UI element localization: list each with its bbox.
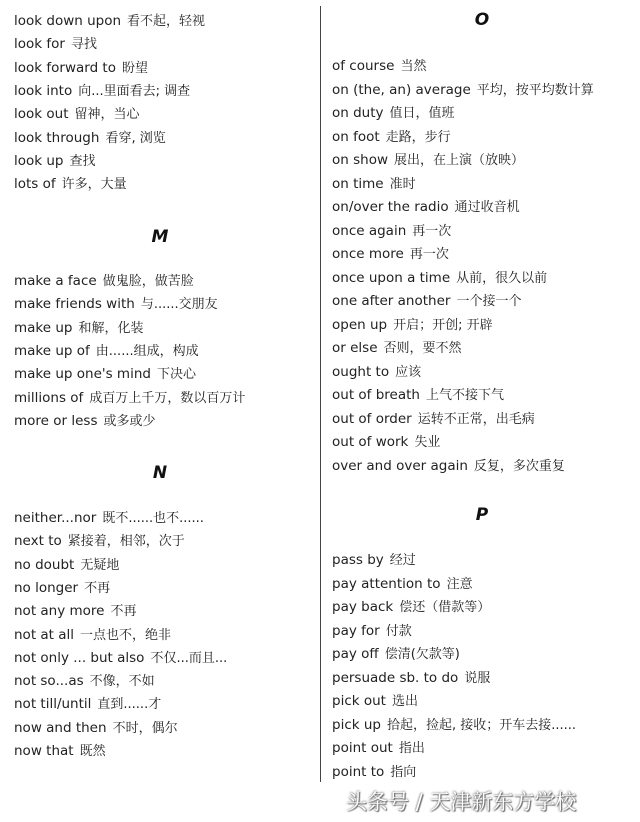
phrase-entry [14,719,178,738]
phrase-english: pick out [332,693,386,709]
phrase-entry [14,175,127,194]
phrase-entry [14,509,204,528]
phrase-english: look forward to [14,59,116,76]
phrase-entry [332,386,504,405]
phrase-entry [332,410,535,429]
section-letter-p: P [475,505,489,525]
phrase-english: on time [332,175,384,192]
phrase-english: out of breath [332,387,420,403]
phrase-english: pick up [332,716,381,733]
phrase-english: make a face [14,273,97,289]
phrase-entry [14,649,227,668]
phrase-english: on duty [332,105,384,121]
phrase-chinese: 无疑地 [80,557,120,573]
phrase-entry [14,12,205,31]
phrase-chinese: 做鬼脸，做苦脸 [102,274,194,289]
phrase-english: persuade sb. to do [332,669,459,686]
phrase-entry [332,104,455,123]
phrase-english: pay for [332,622,380,639]
phrase-chinese: 一点也不，绝非 [80,627,172,643]
phrase-english: on/over the radio [332,199,449,215]
phrase-chinese: 看不起，轻视 [127,14,206,29]
phrase-english: neither...nor [14,510,97,526]
phrase-chinese: 成百万上千万，数以百万计 [89,390,246,406]
phrase-english: make up of [14,342,90,359]
phrase-english: make up [14,319,73,336]
phrase-chinese: 一个接一个 [456,294,522,309]
phrase-english: millions of [14,389,84,406]
phrase-entry [14,556,119,575]
phrase-entry [332,622,412,641]
phrase-chinese: 偿还（借款等） [399,600,491,615]
phrase-entry [14,295,218,314]
phrase-chinese: 看穿, 浏览 [105,130,166,146]
phrase-entry [332,128,451,147]
section-letter-n: N [152,463,168,483]
phrase-english: pass by [332,552,384,568]
phrase-entry [332,763,416,782]
phrase-chinese: 盼望 [121,60,148,76]
phrase-chinese: 拾起，捡起, 接收；开车去接...... [386,717,577,733]
phrase-entry [332,269,547,288]
phrase-chinese: 失业 [414,435,441,450]
phrase-entry [332,198,520,217]
phrase-entry [14,626,171,645]
phrase-chinese: 和解，化装 [78,320,144,336]
phrase-english: make friends with [14,296,135,313]
phrase-chinese: 指出 [398,741,425,756]
phrase-entry [14,672,155,691]
phrase-chinese: 既然 [79,744,106,759]
phrase-entry [332,57,426,76]
phrase-entry [332,457,565,476]
phrase-chinese: 付款 [385,623,412,639]
phrase-chinese: 走路，步行 [385,129,451,145]
phrase-english: out of order [332,410,412,427]
column-divider [320,6,321,782]
phrase-english: not till/until [14,696,92,713]
phrase-english: no doubt [14,556,75,573]
phrase-english: point to [332,763,385,780]
phrase-chinese: 说服 [464,670,491,686]
phrase-english: open up [332,316,388,333]
phrase-english: on (the, an) average [332,81,471,98]
phrase-english: on show [332,152,388,168]
phrase-entry [332,433,440,452]
phrase-entry [14,602,137,621]
phrase-entry [332,575,473,594]
phrase-entry [332,151,524,170]
phrase-english: next to [14,533,62,550]
phrase-chinese: 应该 [395,364,422,380]
phrase-chinese: 留神，当心 [74,107,140,123]
phrase-chinese: 注意 [446,576,473,592]
phrase-chinese: 不再 [84,580,111,596]
phrase-english: make up one's mind [14,366,151,383]
phrase-entry [14,579,110,598]
phrase-english: look out [14,106,69,123]
phrase-entry [332,245,449,264]
phrase-chinese: 紧接着，相邻，次于 [67,534,185,550]
section-letter-o: O [474,10,490,30]
phrase-chinese: 不再 [110,604,137,620]
phrase-chinese: 选出 [391,694,418,709]
phrase-english: no longer [14,579,79,596]
phrase-chinese: 与......交朋友 [140,297,218,313]
phrase-english: look for [14,36,65,53]
phrase-chinese: 否则，要不然 [383,341,462,356]
phrase-english: once upon a time [332,269,451,286]
phrase-entry [332,292,521,311]
phrase-entry [14,272,194,291]
phrase-chinese: 不仅...而且... [150,650,228,666]
phrase-entry [332,669,490,688]
phrase-english: now that [14,743,74,759]
phrase-chinese: 从前，很久以前 [456,270,548,286]
phrase-entry [14,412,156,431]
phrase-english: on foot [332,128,380,145]
phrase-chinese: 平均，按平均数计算 [476,82,594,98]
phrase-chinese: 准时 [389,176,416,192]
phrase-english: pay off [332,646,379,662]
phrase-chinese: 再一次 [412,223,452,239]
phrase-english: not any more [14,603,105,620]
phrase-chinese: 上气不接下气 [425,388,504,403]
phrase-entry [332,551,416,570]
phrase-chinese: 开启；开创; 开辟 [393,317,493,333]
phrase-entry [332,716,576,735]
phrase-english: ought to [332,363,390,380]
phrase-english: look down upon [14,13,122,29]
phrase-entry [332,222,451,241]
phrase-chinese: 不像，不如 [89,674,155,690]
phrase-entry [332,598,490,617]
phrase-english: more or less [14,412,98,429]
phrase-entry [14,82,190,101]
phrase-english: lots of [14,176,56,193]
phrase-entry [14,105,140,124]
phrase-chinese: 由......组成，构成 [95,343,199,359]
phrase-chinese: 运转不正常，出毛病 [417,411,535,427]
phrase-entry [332,645,460,664]
section-letter-m: M [151,227,169,247]
phrase-chinese: 经过 [389,553,416,568]
phrase-chinese: 通过收音机 [454,200,520,215]
phrase-chinese: 指向 [390,764,417,780]
phrase-entry [14,342,199,361]
phrase-entry [332,175,416,194]
phrase-english: once more [332,246,404,262]
phrase-english: or else [332,340,378,356]
phrase-chinese: 偿清(欠款等) [384,647,460,662]
phrase-entry [14,35,97,54]
phrase-chinese: 下决心 [156,367,196,383]
phrase-chinese: 查找 [69,153,96,169]
phrase-english: pay attention to [332,575,441,592]
phrase-entry [14,365,196,384]
phrase-entry [332,339,462,358]
phrase-chinese: 或多或少 [103,413,156,429]
phrase-entry [332,739,425,758]
phrase-chinese: 直到......才 [97,697,162,713]
phrase-chinese: 许多，大量 [61,177,127,193]
phrase-chinese: 向...里面看去; 调查 [78,83,191,99]
phrase-chinese: 当然 [400,59,427,74]
phrase-entry [14,742,106,761]
phrase-entry [14,389,245,408]
phrase-entry [14,129,166,148]
phrase-english: not so...as [14,673,84,690]
phrase-entry [14,152,96,171]
phrase-english: one after another [332,293,451,309]
phrase-english: look up [14,152,64,169]
phrase-english: not at all [14,626,75,643]
phrase-entry [332,692,418,711]
phrase-chinese: 展出，在上演（放映） [394,153,525,168]
phrase-chinese: 既不......也不...... [102,511,204,526]
phrase-entry [332,81,594,100]
phrase-chinese: 反复，多次重复 [473,458,565,474]
phrase-english: of course [332,58,395,74]
phrase-english: once again [332,222,407,239]
phrase-english: not only ... but also [14,649,145,666]
phrase-english: look into [14,82,73,99]
phrase-chinese: 寻找 [70,37,97,53]
phrase-english: over and over again [332,457,468,474]
phrase-english: now and then [14,719,107,736]
phrase-chinese: 再一次 [409,247,449,262]
phrase-entry [332,363,421,382]
phrase-entry [14,59,148,78]
phrase-english: point out [332,740,393,756]
phrase-entry [14,695,161,714]
phrase-english: pay back [332,599,394,615]
phrase-entry [14,319,144,338]
phrase-entry [332,316,493,335]
phrase-entry [14,532,185,551]
phrase-chinese: 不时，偶尔 [112,720,178,736]
watermark: 头条号 / 天津新东方学校 [346,790,577,814]
phrase-chinese: 值日，值班 [389,106,455,121]
phrase-english: look through [14,129,100,146]
phrase-english: out of work [332,434,409,450]
